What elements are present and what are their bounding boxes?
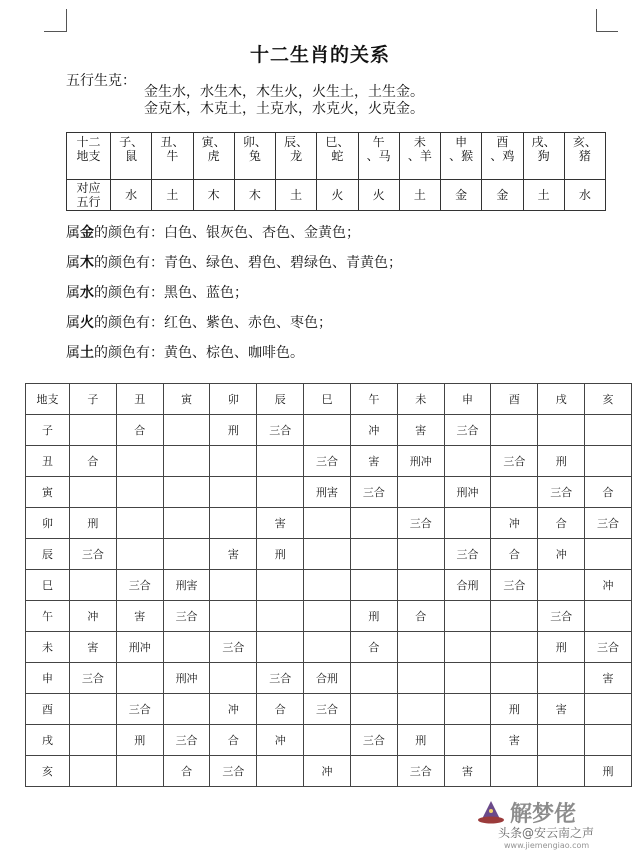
relation-cell bbox=[350, 694, 397, 725]
relation-cell bbox=[397, 570, 444, 601]
color-line-prefix: 属 bbox=[66, 225, 80, 241]
relation-cell: 三合 bbox=[163, 601, 210, 632]
relation-cell bbox=[444, 508, 491, 539]
color-line-prefix: 属 bbox=[66, 285, 80, 301]
relation-cell bbox=[210, 570, 257, 601]
relation-column-header: 卯 bbox=[210, 384, 257, 415]
zodiac-element-label-line: 对应 bbox=[76, 181, 101, 195]
relation-cell bbox=[257, 632, 304, 663]
zodiac-header-line1: 申 bbox=[455, 135, 468, 149]
relation-cell bbox=[538, 725, 585, 756]
relation-cell bbox=[491, 632, 538, 663]
relation-cell: 害 bbox=[257, 508, 304, 539]
relation-cell: 害 bbox=[444, 756, 491, 787]
relation-cell: 三合 bbox=[585, 508, 632, 539]
branch-relation-table bbox=[25, 383, 632, 787]
relation-cell bbox=[210, 477, 257, 508]
relation-cell: 冲 bbox=[210, 694, 257, 725]
color-line-values: 的颜色有：青色、绿色、碧色、碧绿色、青黄色； bbox=[94, 255, 402, 271]
watermark-account: 头条@安云南之声 bbox=[498, 826, 595, 840]
relation-cell bbox=[538, 415, 585, 446]
relation-cell: 三合 bbox=[491, 570, 538, 601]
relation-cell: 害 bbox=[538, 694, 585, 725]
zodiac-header-cell bbox=[564, 133, 605, 180]
relation-cell bbox=[304, 415, 351, 446]
zodiac-element-cell: 金 bbox=[441, 180, 482, 211]
relation-cell bbox=[444, 725, 491, 756]
relation-cell: 三合 bbox=[257, 415, 304, 446]
relation-cell bbox=[585, 725, 632, 756]
relation-cell: 刑 bbox=[585, 756, 632, 787]
relation-cell: 刑冲 bbox=[116, 632, 163, 663]
relation-cell: 刑害 bbox=[304, 477, 351, 508]
zodiac-header-cell bbox=[152, 133, 193, 180]
relation-cell bbox=[257, 570, 304, 601]
relation-cell bbox=[304, 725, 351, 756]
relation-cell: 三合 bbox=[70, 663, 117, 694]
color-line-element: 火 bbox=[80, 315, 94, 331]
relation-cell bbox=[70, 694, 117, 725]
page-title: 十二生肖的关系 bbox=[249, 44, 390, 66]
relation-column-header: 申 bbox=[444, 384, 491, 415]
zodiac-header-line2: 龙 bbox=[290, 149, 303, 163]
relation-cell bbox=[257, 601, 304, 632]
zodiac-header-line2: 地支 bbox=[76, 149, 101, 163]
zodiac-header-line1: 戌、 bbox=[531, 135, 556, 149]
relation-cell: 合 bbox=[397, 601, 444, 632]
color-line-element: 金 bbox=[80, 225, 94, 241]
relation-cell bbox=[444, 663, 491, 694]
relation-cell bbox=[116, 756, 163, 787]
zodiac-header-cell bbox=[441, 133, 482, 180]
crop-mark-left-vertical bbox=[66, 9, 67, 31]
relation-column-header: 子 bbox=[70, 384, 117, 415]
relation-cell: 刑害 bbox=[163, 570, 210, 601]
relation-cell: 刑 bbox=[116, 725, 163, 756]
zodiac-header-line1: 子、 bbox=[119, 135, 144, 149]
zodiac-element-cell: 土 bbox=[523, 180, 564, 211]
color-line-element: 土 bbox=[80, 345, 94, 361]
relation-cell: 冲 bbox=[538, 539, 585, 570]
relation-row bbox=[26, 601, 632, 632]
relation-cell: 刑 bbox=[397, 725, 444, 756]
crop-mark-left-horizontal bbox=[44, 31, 67, 32]
relation-column-header: 寅 bbox=[163, 384, 210, 415]
relation-column-header: 酉 bbox=[491, 384, 538, 415]
zodiac-header-line2: 、马 bbox=[366, 149, 391, 163]
relation-cell: 冲 bbox=[304, 756, 351, 787]
zodiac-header-cell bbox=[317, 133, 358, 180]
zodiac-header-line1: 丑、 bbox=[160, 135, 185, 149]
zodiac-element-cell: 木 bbox=[234, 180, 275, 211]
relation-cell: 刑 bbox=[538, 446, 585, 477]
relation-cell bbox=[210, 446, 257, 477]
relation-cell bbox=[491, 756, 538, 787]
relation-cell: 三合 bbox=[397, 756, 444, 787]
zodiac-header-line1: 午 bbox=[372, 135, 385, 149]
relation-cell bbox=[585, 446, 632, 477]
relation-cell: 三合 bbox=[304, 446, 351, 477]
zodiac-header-cell bbox=[111, 133, 152, 180]
relation-row bbox=[26, 725, 632, 756]
relation-cell bbox=[585, 694, 632, 725]
zodiac-element-cell: 土 bbox=[399, 180, 440, 211]
color-line-values: 的颜色有：红色、紫色、赤色、枣色； bbox=[94, 315, 332, 331]
relation-cell: 刑冲 bbox=[397, 446, 444, 477]
zodiac-header-line2: 鼠 bbox=[125, 149, 138, 163]
color-line-element: 水 bbox=[80, 285, 94, 301]
relation-cell bbox=[397, 663, 444, 694]
relation-cell: 合 bbox=[257, 694, 304, 725]
zodiac-header-line2: 、猴 bbox=[449, 149, 474, 163]
zodiac-header-label bbox=[67, 133, 111, 180]
zodiac-header-line1: 辰、 bbox=[284, 135, 309, 149]
relation-row-header: 巳 bbox=[26, 570, 70, 601]
watermark-url: www.jiemengiao.com bbox=[504, 841, 590, 850]
relation-cell bbox=[116, 663, 163, 694]
relation-row bbox=[26, 570, 632, 601]
relation-column-header: 巳 bbox=[304, 384, 351, 415]
zodiac-header-line2: 蛇 bbox=[331, 149, 344, 163]
relation-cell: 三合 bbox=[257, 663, 304, 694]
zodiac-header-cell bbox=[193, 133, 234, 180]
relation-cell bbox=[163, 694, 210, 725]
relation-cell bbox=[210, 663, 257, 694]
relation-cell: 刑 bbox=[70, 508, 117, 539]
relation-cell: 三合 bbox=[444, 415, 491, 446]
relation-row bbox=[26, 446, 632, 477]
relation-cell: 三合 bbox=[210, 632, 257, 663]
relation-row-header: 午 bbox=[26, 601, 70, 632]
relation-column-header: 未 bbox=[397, 384, 444, 415]
relation-cell: 三合 bbox=[397, 508, 444, 539]
relation-cell: 合 bbox=[70, 446, 117, 477]
relation-cell bbox=[163, 415, 210, 446]
relation-cell bbox=[116, 446, 163, 477]
relation-cell: 刑冲 bbox=[163, 663, 210, 694]
element-colors-list bbox=[66, 222, 402, 372]
relation-row bbox=[26, 694, 632, 725]
relation-cell: 冲 bbox=[257, 725, 304, 756]
relation-cell bbox=[210, 601, 257, 632]
relation-cell bbox=[70, 477, 117, 508]
relation-row-header: 丑 bbox=[26, 446, 70, 477]
relation-cell: 三合 bbox=[491, 446, 538, 477]
relation-cell bbox=[397, 632, 444, 663]
color-line-values: 的颜色有：白色、银灰色、杏色、金黄色； bbox=[94, 225, 360, 241]
relation-cell: 刑 bbox=[491, 694, 538, 725]
relation-cell bbox=[350, 570, 397, 601]
relation-cell: 冲 bbox=[350, 415, 397, 446]
relation-cell bbox=[444, 694, 491, 725]
relation-cell: 刑 bbox=[257, 539, 304, 570]
relation-cell: 合 bbox=[350, 632, 397, 663]
color-line-prefix: 属 bbox=[66, 255, 80, 271]
relation-cell bbox=[163, 508, 210, 539]
wuxing-label: 五行生克： bbox=[66, 73, 136, 89]
relation-cell: 刑 bbox=[538, 632, 585, 663]
zodiac-element-row bbox=[67, 180, 606, 211]
relation-cell: 害 bbox=[70, 632, 117, 663]
relation-cell bbox=[491, 601, 538, 632]
relation-row bbox=[26, 508, 632, 539]
relation-cell: 三合 bbox=[538, 477, 585, 508]
relation-cell: 刑 bbox=[350, 601, 397, 632]
zodiac-element-cell: 木 bbox=[193, 180, 234, 211]
relation-row-header: 戌 bbox=[26, 725, 70, 756]
relation-cell bbox=[304, 601, 351, 632]
zodiac-element-cell: 火 bbox=[317, 180, 358, 211]
relation-cell: 害 bbox=[350, 446, 397, 477]
relation-cell bbox=[116, 477, 163, 508]
zodiac-header-cell bbox=[399, 133, 440, 180]
relation-row-header: 卯 bbox=[26, 508, 70, 539]
relation-cell: 合 bbox=[116, 415, 163, 446]
color-line-values: 的颜色有：黄色、棕色、咖啡色。 bbox=[94, 345, 304, 361]
element-color-line bbox=[66, 342, 402, 372]
relation-cell bbox=[257, 477, 304, 508]
zodiac-header-cell bbox=[234, 133, 275, 180]
element-color-line bbox=[66, 312, 402, 342]
crop-mark-right-vertical bbox=[596, 9, 597, 31]
relation-column-header: 戌 bbox=[538, 384, 585, 415]
relation-cell bbox=[350, 508, 397, 539]
relation-row-header: 未 bbox=[26, 632, 70, 663]
relation-row bbox=[26, 663, 632, 694]
relation-cell bbox=[304, 632, 351, 663]
zodiac-header-cell bbox=[358, 133, 399, 180]
relation-cell bbox=[304, 539, 351, 570]
relation-cell: 三合 bbox=[116, 570, 163, 601]
relation-cell: 害 bbox=[397, 415, 444, 446]
relation-cell: 刑 bbox=[210, 415, 257, 446]
relation-row-header: 子 bbox=[26, 415, 70, 446]
wuxing-restriction-line: 金克木，木克土，土克水，水克火，火克金。 bbox=[144, 101, 424, 117]
relation-cell: 三合 bbox=[210, 756, 257, 787]
relation-cell bbox=[163, 632, 210, 663]
relation-cell bbox=[304, 508, 351, 539]
zodiac-element-table bbox=[66, 132, 606, 211]
relation-cell: 害 bbox=[116, 601, 163, 632]
relation-cell bbox=[116, 539, 163, 570]
relation-cell: 三合 bbox=[350, 725, 397, 756]
zodiac-header-line2: 猪 bbox=[578, 149, 591, 163]
zodiac-header-line1: 卯、 bbox=[242, 135, 267, 149]
zodiac-element-cell: 火 bbox=[358, 180, 399, 211]
zodiac-element-cell: 土 bbox=[152, 180, 193, 211]
relation-column-header: 午 bbox=[350, 384, 397, 415]
relation-cell bbox=[116, 508, 163, 539]
relation-row-header: 申 bbox=[26, 663, 70, 694]
zodiac-header-cell bbox=[482, 133, 523, 180]
relation-cell bbox=[350, 663, 397, 694]
relation-row-header: 辰 bbox=[26, 539, 70, 570]
relation-cell: 三合 bbox=[304, 694, 351, 725]
relation-cell bbox=[397, 539, 444, 570]
watermark bbox=[468, 793, 638, 857]
relation-cell bbox=[350, 539, 397, 570]
wuxing-generation-line: 金生水，水生木，木生火，火生土，土生金。 bbox=[144, 84, 424, 100]
relation-cell: 三合 bbox=[163, 725, 210, 756]
crop-mark-right-horizontal bbox=[596, 31, 618, 32]
relation-cell: 三合 bbox=[585, 632, 632, 663]
color-line-prefix: 属 bbox=[66, 315, 80, 331]
relation-row-header: 亥 bbox=[26, 756, 70, 787]
relation-row bbox=[26, 632, 632, 663]
relation-cell: 三合 bbox=[70, 539, 117, 570]
relation-column-header: 辰 bbox=[257, 384, 304, 415]
relation-cell bbox=[491, 415, 538, 446]
relation-cell: 冲 bbox=[491, 508, 538, 539]
relation-cell: 冲 bbox=[585, 570, 632, 601]
relation-cell bbox=[491, 663, 538, 694]
zodiac-element-cell: 水 bbox=[564, 180, 605, 211]
relation-cell: 三合 bbox=[444, 539, 491, 570]
zodiac-header-line1: 十二 bbox=[76, 135, 101, 149]
relation-row bbox=[26, 415, 632, 446]
relation-cell: 刑冲 bbox=[444, 477, 491, 508]
relation-cell: 害 bbox=[491, 725, 538, 756]
relation-cell bbox=[210, 508, 257, 539]
relation-row bbox=[26, 539, 632, 570]
relation-cell bbox=[538, 756, 585, 787]
relation-column-header: 亥 bbox=[585, 384, 632, 415]
relation-cell bbox=[397, 477, 444, 508]
zodiac-header-line1: 寅、 bbox=[201, 135, 226, 149]
zodiac-header-line1: 酉 bbox=[496, 135, 509, 149]
element-color-line bbox=[66, 222, 402, 252]
zodiac-header-line1: 未 bbox=[413, 135, 426, 149]
element-color-line bbox=[66, 282, 402, 312]
color-line-values: 的颜色有：黑色、蓝色； bbox=[94, 285, 248, 301]
relation-cell: 害 bbox=[210, 539, 257, 570]
relation-cell bbox=[70, 725, 117, 756]
relation-cell bbox=[444, 632, 491, 663]
relation-row bbox=[26, 756, 632, 787]
relation-cell: 三合 bbox=[116, 694, 163, 725]
relation-cell: 合刑 bbox=[444, 570, 491, 601]
relation-cell bbox=[304, 570, 351, 601]
relation-cell bbox=[257, 446, 304, 477]
relation-cell bbox=[163, 446, 210, 477]
zodiac-header-line2: 、鸡 bbox=[490, 149, 515, 163]
zodiac-header-line2: 牛 bbox=[166, 149, 179, 163]
relation-cell bbox=[538, 570, 585, 601]
zodiac-element-cell: 金 bbox=[482, 180, 523, 211]
zodiac-element-label-line: 五行 bbox=[76, 195, 101, 209]
relation-corner-cell: 地支 bbox=[26, 384, 70, 415]
relation-cell bbox=[397, 694, 444, 725]
zodiac-header-line1: 亥、 bbox=[572, 135, 597, 149]
relation-cell bbox=[163, 477, 210, 508]
relation-cell: 合刑 bbox=[304, 663, 351, 694]
zodiac-header-cell bbox=[523, 133, 564, 180]
color-line-prefix: 属 bbox=[66, 345, 80, 361]
zodiac-element-cell: 土 bbox=[276, 180, 317, 211]
zodiac-header-row bbox=[67, 133, 606, 180]
relation-cell: 三合 bbox=[350, 477, 397, 508]
relation-cell bbox=[163, 539, 210, 570]
relation-row-header: 酉 bbox=[26, 694, 70, 725]
relation-cell bbox=[70, 415, 117, 446]
relation-cell bbox=[585, 601, 632, 632]
color-line-element: 木 bbox=[80, 255, 94, 271]
relation-cell bbox=[70, 570, 117, 601]
relation-cell: 三合 bbox=[538, 601, 585, 632]
zodiac-element-label bbox=[67, 180, 111, 211]
relation-cell: 合 bbox=[491, 539, 538, 570]
relation-cell bbox=[350, 756, 397, 787]
relation-row bbox=[26, 477, 632, 508]
relation-header-row bbox=[26, 384, 632, 415]
relation-cell bbox=[257, 756, 304, 787]
relation-cell bbox=[444, 601, 491, 632]
zodiac-header-line2: 兔 bbox=[248, 149, 261, 163]
relation-column-header: 丑 bbox=[116, 384, 163, 415]
relation-cell bbox=[491, 477, 538, 508]
element-color-line bbox=[66, 252, 402, 282]
relation-cell bbox=[585, 415, 632, 446]
relation-cell: 合 bbox=[585, 477, 632, 508]
zodiac-header-cell bbox=[276, 133, 317, 180]
relation-cell: 害 bbox=[585, 663, 632, 694]
relation-cell bbox=[538, 663, 585, 694]
relation-cell: 冲 bbox=[70, 601, 117, 632]
zodiac-header-line2: 、羊 bbox=[407, 149, 432, 163]
zodiac-element-cell: 水 bbox=[111, 180, 152, 211]
relation-cell: 合 bbox=[538, 508, 585, 539]
relation-cell bbox=[70, 756, 117, 787]
relation-row-header: 寅 bbox=[26, 477, 70, 508]
relation-cell: 合 bbox=[163, 756, 210, 787]
zodiac-header-line2: 虎 bbox=[207, 149, 220, 163]
relation-cell bbox=[585, 539, 632, 570]
zodiac-header-line2: 狗 bbox=[537, 149, 550, 163]
watermark-brand: 解梦佬 bbox=[510, 802, 577, 827]
relation-cell bbox=[444, 446, 491, 477]
zodiac-header-line1: 巳、 bbox=[325, 135, 350, 149]
relation-cell: 合 bbox=[210, 725, 257, 756]
